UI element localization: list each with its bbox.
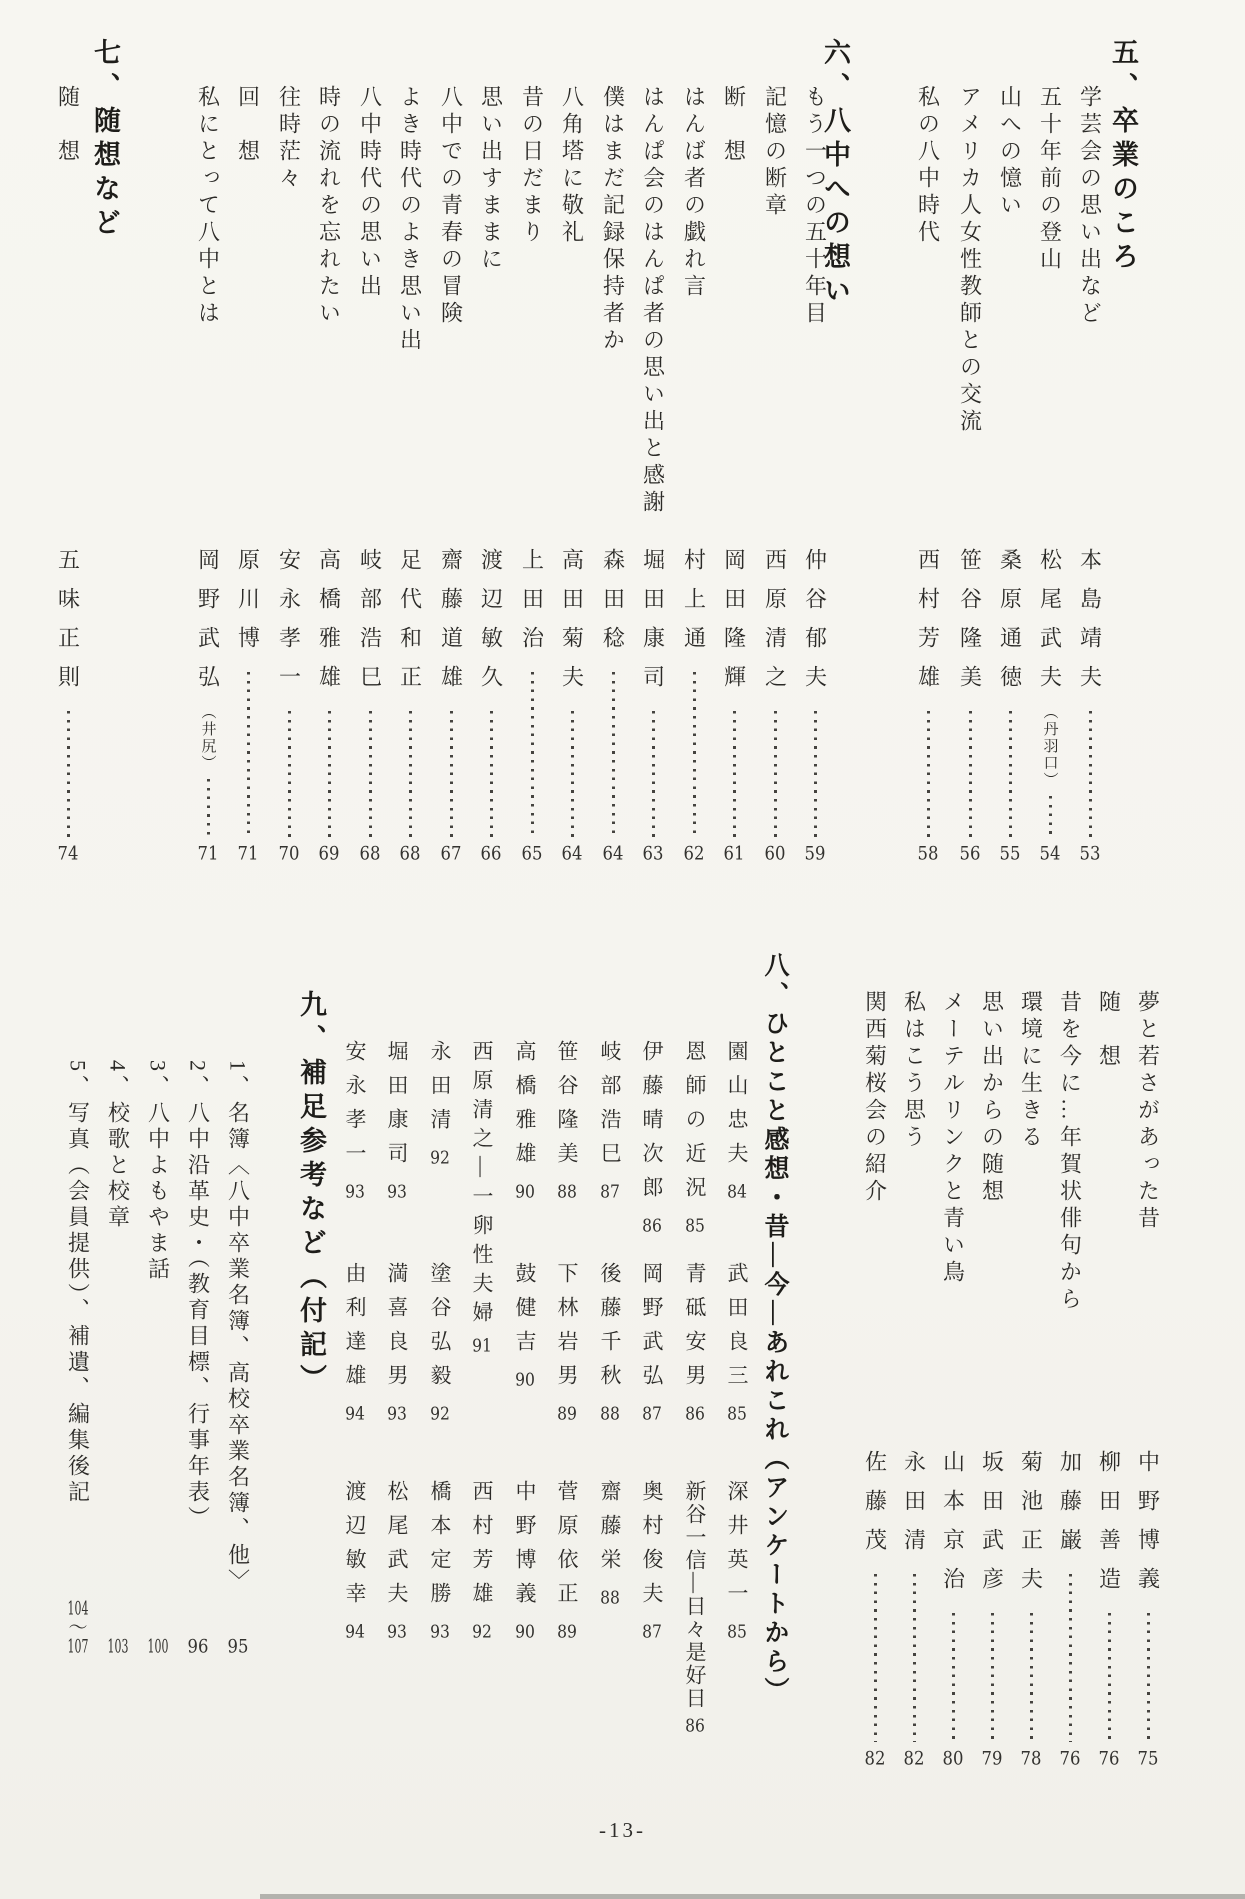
appendix-entry xyxy=(136,1060,180,1656)
toc-entry-author: 笹谷隆美 xyxy=(957,548,983,704)
survey-entry-name: 塗谷弘毅 xyxy=(428,1262,452,1398)
toc-entry xyxy=(592,85,634,863)
toc-entry-author: 中野博義 xyxy=(1135,1450,1161,1606)
toc-entry-author: 西村芳雄 xyxy=(915,548,941,704)
dotted-leader xyxy=(1049,796,1052,837)
toc-entry-author: 岐部浩巳 xyxy=(357,548,383,704)
toc-entry-page: 80 xyxy=(942,1749,964,1768)
survey-entry-name: 鼓健吉 xyxy=(513,1262,537,1364)
toc-entry-page: 76 xyxy=(1059,1749,1081,1768)
survey-entry-page: 85 xyxy=(727,1405,747,1423)
toc-entry-page: 64 xyxy=(561,844,583,863)
survey-entry-name: 新谷一信―日々是好日 xyxy=(683,1480,707,1710)
toc-entry-title: 回 想 xyxy=(235,85,261,166)
survey-entry-name: 堀田康司 xyxy=(385,1040,409,1176)
toc-entry-title: 記憶の断章 xyxy=(762,85,788,220)
dotted-leader xyxy=(247,672,250,837)
toc-entry-title: もう一つの五十年目 xyxy=(802,85,828,328)
survey-entry-page: 86 xyxy=(642,1217,662,1235)
survey-entry-page: 93 xyxy=(387,1183,407,1201)
dotted-leader xyxy=(288,711,291,837)
survey-entry-page: 87 xyxy=(600,1183,620,1201)
survey-entry-name: 高橋雅雄 xyxy=(513,1040,537,1176)
toc-entry xyxy=(893,990,935,1768)
survey-entry-page: 91 xyxy=(472,1337,492,1355)
toc-entry xyxy=(1127,990,1169,1768)
appendix-entry-page-separator: 〜 xyxy=(68,1618,88,1637)
toc-entry-page: 53 xyxy=(1079,844,1101,863)
toc-entry-title: 思い出すままに xyxy=(478,85,504,274)
survey-entry-page: 92 xyxy=(472,1623,492,1641)
toc-entry-title: 八中での青春の冒険 xyxy=(438,85,464,328)
toc-entry-title: はんば者の戯れ言 xyxy=(681,85,707,301)
toc-entry xyxy=(932,990,974,1768)
toc-entry-title: 昔の日だまり xyxy=(519,85,545,247)
toc-entry-author: 佐藤茂 xyxy=(862,1450,888,1567)
survey-entry-page: 90 xyxy=(515,1183,535,1201)
toc-entry xyxy=(268,85,310,863)
dotted-leader xyxy=(531,672,534,837)
survey-entry-page: 88 xyxy=(600,1589,620,1607)
toc-entry xyxy=(1049,990,1091,1768)
appendix-entry xyxy=(176,1060,220,1656)
toc-entry xyxy=(349,85,391,863)
toc-entry xyxy=(470,85,512,863)
toc-entry-page: 70 xyxy=(278,844,300,863)
toc-entry-author: 仲谷郁夫 xyxy=(802,548,828,704)
toc-entry-page: 75 xyxy=(1137,1749,1159,1768)
toc-entry-author-note: （井尻） xyxy=(199,704,216,772)
dotted-leader xyxy=(927,711,930,837)
toc-entry xyxy=(1010,990,1052,1768)
survey-entry xyxy=(674,1040,716,1235)
toc-entry xyxy=(971,990,1013,1768)
dotted-leader xyxy=(1089,711,1092,837)
survey-entry xyxy=(419,1480,461,1641)
appendix-entry-page-to: 107 xyxy=(67,1637,89,1656)
survey-entry-name: 奥村俊夫 xyxy=(640,1480,664,1616)
survey-entry-page: 93 xyxy=(387,1623,407,1641)
toc-entry-page: 71 xyxy=(237,844,259,863)
survey-entry-name: 下林岩男 xyxy=(555,1262,579,1398)
survey-entry-name: 菅原依正 xyxy=(555,1480,579,1616)
survey-entry xyxy=(631,1262,673,1423)
section-heading-5: 五、卒業のころ xyxy=(1108,38,1138,276)
survey-entry-page: 89 xyxy=(557,1623,577,1641)
toc-entry-author: 村上通 xyxy=(681,548,707,665)
section-heading-8: 八、ひとこと感想・昔―今―あれこれ（アンケートから） xyxy=(761,952,788,1706)
survey-entry xyxy=(631,1480,673,1641)
toc-entry-author: 森田稔 xyxy=(600,548,626,665)
toc-entry-title: 山への憶い xyxy=(997,85,1023,220)
toc-entry-page: 68 xyxy=(399,844,421,863)
toc-entry-title: 僕はまだ記録保持者か xyxy=(600,85,626,355)
survey-entry xyxy=(674,1480,716,1735)
toc-entry-author: 桑原通徳 xyxy=(997,548,1023,704)
dotted-leader xyxy=(952,1613,955,1742)
toc-entry-author: 安永孝一 xyxy=(276,548,302,704)
survey-entry xyxy=(334,1262,376,1423)
survey-entry-page: 88 xyxy=(557,1183,577,1201)
survey-entry-page: 94 xyxy=(345,1623,365,1641)
dotted-leader xyxy=(328,711,331,837)
dotted-leader xyxy=(913,1574,916,1742)
survey-entry-name: 岐部浩巳 xyxy=(598,1040,622,1176)
survey-entry-page: 89 xyxy=(557,1405,577,1423)
survey-entry-page: 93 xyxy=(345,1183,365,1201)
survey-entry xyxy=(589,1480,631,1607)
toc-entry-title: 学芸会の思い出など xyxy=(1077,85,1103,328)
toc-entry-title: 思い出からの随想 xyxy=(979,990,1005,1206)
dotted-leader xyxy=(991,1613,994,1742)
dotted-leader xyxy=(733,711,736,837)
toc-entry-page: 78 xyxy=(1020,1749,1042,1768)
toc-entry-title: 随 想 xyxy=(1096,990,1122,1071)
dotted-leader xyxy=(1147,1613,1150,1742)
survey-entry-name: 橋本定勝 xyxy=(428,1480,452,1616)
toc-entry-author: 五味正則 xyxy=(55,548,81,704)
appendix-entry xyxy=(216,1060,260,1656)
toc-entry-page: 59 xyxy=(804,844,826,863)
survey-entry xyxy=(674,1262,716,1423)
toc-entry-page: 63 xyxy=(642,844,664,863)
survey-entry xyxy=(334,1480,376,1641)
survey-entry-name: 由利達雄 xyxy=(343,1262,367,1398)
survey-entry-page: 86 xyxy=(685,1405,705,1423)
toc-entry-title: 昔を今に…年賀状俳句から xyxy=(1057,990,1083,1314)
appendix-entry-label: 4、校歌と校章 xyxy=(105,1060,131,1231)
toc-entry xyxy=(227,85,269,863)
toc-entry-author: 松尾武夫 xyxy=(1037,548,1063,704)
survey-entry-name: 松尾武夫 xyxy=(385,1480,409,1616)
toc-entry-page: 82 xyxy=(864,1749,886,1768)
survey-entry xyxy=(716,1480,758,1641)
toc-entry-page: 54 xyxy=(1039,844,1061,863)
dotted-leader xyxy=(969,711,972,837)
survey-entry-page: 90 xyxy=(515,1623,535,1641)
survey-entry xyxy=(376,1480,418,1641)
survey-entry-page: 93 xyxy=(430,1623,450,1641)
appendix-entry-label: 1、名簿〈八中卒業名簿、高校卒業名簿、他〉 xyxy=(225,1060,251,1595)
survey-entry xyxy=(589,1262,631,1423)
dotted-leader xyxy=(874,1574,877,1742)
section-heading-7: 七、随想など xyxy=(90,38,120,242)
survey-entry xyxy=(546,1262,588,1423)
appendix-entry-label: 5、写真（会員提供）、補遺、編集後記 xyxy=(65,1060,91,1506)
toc-entry-page: 60 xyxy=(764,844,786,863)
page-number: -13- xyxy=(599,1818,646,1842)
survey-entry xyxy=(546,1480,588,1641)
toc-entry-author: 加藤巌 xyxy=(1057,1450,1083,1567)
survey-entry-page: 93 xyxy=(387,1405,407,1423)
survey-entry xyxy=(461,1040,503,1355)
toc-entry-page: 55 xyxy=(999,844,1021,863)
survey-entry-name: 渡辺敏幸 xyxy=(343,1480,367,1616)
survey-entry xyxy=(376,1262,418,1423)
toc-entry-title: 八角塔に敬礼 xyxy=(559,85,585,247)
survey-entry xyxy=(504,1480,546,1641)
survey-entry-name: 恩師の近況 xyxy=(683,1040,707,1210)
survey-entry xyxy=(504,1262,546,1389)
toc-entry-title: 八中時代の思い出 xyxy=(357,85,383,301)
survey-entry-page: 94 xyxy=(345,1405,365,1423)
toc-entry-title: 随 想 xyxy=(55,85,81,166)
toc-entry-author: 本島靖夫 xyxy=(1077,548,1103,704)
toc-entry-author: 岡野武弘 xyxy=(195,548,221,704)
toc-entry-page: 74 xyxy=(57,844,79,863)
toc-entry-author: 高橋雅雄 xyxy=(316,548,342,704)
toc-entry-title: 時の流れを忘れたい xyxy=(316,85,342,328)
toc-entry-author: 坂田武彦 xyxy=(979,1450,1005,1606)
toc-entry xyxy=(430,85,472,863)
appendix-entry-page: 95 xyxy=(227,1637,249,1656)
dotted-leader xyxy=(207,779,210,837)
toc-entry-author: 永田清 xyxy=(901,1450,927,1567)
survey-entry-name: 西村芳雄 xyxy=(470,1480,494,1616)
section-heading-9: 九、補足参考など（付記） xyxy=(296,990,326,1398)
toc-entry xyxy=(47,85,89,863)
survey-entry-page: 90 xyxy=(515,1371,535,1389)
toc-entry-author: 齋藤道雄 xyxy=(438,548,464,704)
toc-entry-page: 67 xyxy=(440,844,462,863)
survey-entry xyxy=(376,1040,418,1201)
toc-entry xyxy=(551,85,593,863)
toc-entry-title: 環境に生きる xyxy=(1018,990,1044,1152)
dotted-leader xyxy=(774,711,777,837)
appendix-entry xyxy=(96,1060,140,1656)
survey-entry-page: 87 xyxy=(642,1623,662,1641)
dotted-leader xyxy=(571,711,574,837)
toc-entry xyxy=(1088,990,1130,1768)
section-heading-6: 六、八中への想い xyxy=(820,38,850,310)
toc-entry xyxy=(1069,85,1111,863)
toc-entry-author: 渡辺敏久 xyxy=(478,548,504,704)
survey-entry xyxy=(716,1262,758,1423)
toc-entry-title: よき時代のよき思い出 xyxy=(397,85,423,355)
toc-entry-title: 私の八中時代 xyxy=(915,85,941,247)
survey-entry-name: 後藤千秋 xyxy=(598,1262,622,1398)
survey-entry-page: 87 xyxy=(642,1405,662,1423)
toc-entry-page: 66 xyxy=(480,844,502,863)
appendix-entry-page-from: 104 xyxy=(67,1599,89,1618)
survey-entry xyxy=(461,1480,503,1641)
toc-entry xyxy=(1029,85,1071,863)
toc-entry-author: 菊池正夫 xyxy=(1018,1450,1044,1606)
toc-entry-title: アメリカ人女性教師との交流 xyxy=(957,85,983,436)
toc-entry-author: 西原清之 xyxy=(762,548,788,704)
toc-entry-page: 62 xyxy=(683,844,705,863)
survey-entry-page: 84 xyxy=(727,1183,747,1201)
toc-entry-title: メーテルリンクと青い鳥 xyxy=(940,990,966,1287)
survey-entry xyxy=(631,1040,673,1235)
survey-entry-page: 92 xyxy=(430,1149,450,1167)
survey-entry-name: 西原清之―一卵性夫婦 xyxy=(470,1040,494,1330)
appendix-entry-page: 103 xyxy=(107,1637,129,1656)
toc-entry xyxy=(854,990,896,1768)
dotted-leader xyxy=(693,672,696,837)
dotted-leader xyxy=(1009,711,1012,837)
survey-entry-page: 88 xyxy=(600,1405,620,1423)
survey-entry-name: 岡野武弘 xyxy=(640,1262,664,1398)
toc-entry xyxy=(794,85,836,863)
toc-entry-title: 夢と若さがあった昔 xyxy=(1135,990,1161,1233)
dotted-leader xyxy=(369,711,372,837)
toc-entry xyxy=(949,85,991,863)
dotted-leader xyxy=(1069,1574,1072,1742)
toc-entry xyxy=(389,85,431,863)
survey-entry-page: 85 xyxy=(727,1623,747,1641)
toc-entry-author: 岡田隆輝 xyxy=(721,548,747,704)
survey-entry-name: 中野博義 xyxy=(513,1480,537,1616)
appendix-entry xyxy=(56,1060,100,1656)
dotted-leader xyxy=(612,672,615,837)
appendix-entry-label: 2、八中沿革史・（教育目標、行事年表） xyxy=(185,1060,211,1532)
toc-entry-page: 82 xyxy=(903,1749,925,1768)
appendix-entry-page: 96 xyxy=(187,1637,209,1656)
toc-entry-page: 61 xyxy=(723,844,745,863)
survey-entry-name: 安永孝一 xyxy=(343,1040,367,1176)
dotted-leader xyxy=(409,711,412,837)
dotted-leader xyxy=(490,711,493,837)
toc-entry-author-note: （丹羽口） xyxy=(1041,704,1058,789)
survey-entry-page: 86 xyxy=(685,1717,705,1735)
toc-entry xyxy=(907,85,949,863)
dotted-leader xyxy=(814,711,817,837)
toc-entry-title: 往時茫々 xyxy=(276,85,302,193)
toc-entry-author: 柳田善造 xyxy=(1096,1450,1122,1606)
toc-entry-page: 71 xyxy=(197,844,219,863)
toc-entry-author: 上田治 xyxy=(519,548,545,665)
toc-entry-page: 65 xyxy=(521,844,543,863)
survey-entry-name: 伊藤晴次郎 xyxy=(640,1040,664,1210)
survey-entry xyxy=(589,1040,631,1201)
survey-entry-name: 笹谷隆美 xyxy=(555,1040,579,1176)
toc-entry xyxy=(989,85,1031,863)
toc-entry-author: 堀田康司 xyxy=(640,548,666,704)
toc-entry xyxy=(308,85,350,863)
survey-entry xyxy=(419,1262,461,1423)
survey-entry-name: 園山忠夫 xyxy=(725,1040,749,1176)
dotted-leader xyxy=(450,711,453,837)
toc-entry-page: 68 xyxy=(359,844,381,863)
survey-entry xyxy=(419,1040,461,1167)
toc-entry-page: 64 xyxy=(602,844,624,863)
toc-entry-title: はんぱ会のはんぱ者の思い出と感謝 xyxy=(640,85,666,517)
toc-entry-title: 関西菊桜会の紹介 xyxy=(862,990,888,1206)
survey-entry xyxy=(546,1040,588,1201)
toc-entry xyxy=(511,85,553,863)
toc-entry xyxy=(187,85,229,863)
toc-entry-title: 五十年前の登山 xyxy=(1037,85,1063,274)
survey-entry-page: 85 xyxy=(685,1217,705,1235)
survey-entry xyxy=(504,1040,546,1201)
survey-entry-name: 深井英一 xyxy=(725,1480,749,1616)
survey-entry-name: 青砥安男 xyxy=(683,1262,707,1398)
appendix-entry-label: 3、八中よもやま話 xyxy=(145,1060,171,1283)
toc-entry xyxy=(754,85,796,863)
survey-entry-name: 永田清 xyxy=(428,1040,452,1142)
survey-entry xyxy=(716,1040,758,1201)
toc-entry-author: 山本京治 xyxy=(940,1450,966,1606)
survey-entry-name: 齋藤栄 xyxy=(598,1480,622,1582)
toc-entry xyxy=(673,85,715,863)
toc-entry-title: 断 想 xyxy=(721,85,747,166)
toc-entry xyxy=(632,85,674,863)
toc-entry-page: 69 xyxy=(318,844,340,863)
toc-entry-author: 原川博 xyxy=(235,548,261,665)
dotted-leader xyxy=(67,711,70,837)
survey-entry-name: 武田良三 xyxy=(725,1262,749,1398)
toc-entry-author: 足代和正 xyxy=(397,548,423,704)
dotted-leader xyxy=(1030,1613,1033,1742)
appendix-entry-page: 100 xyxy=(147,1637,169,1656)
toc-entry-page: 56 xyxy=(959,844,981,863)
toc-entry-title: 私にとって八中とは xyxy=(195,85,221,328)
survey-entry-name: 満喜良男 xyxy=(385,1262,409,1398)
toc-entry-title: 私はこう思う xyxy=(901,990,927,1152)
toc-entry-page: 58 xyxy=(917,844,939,863)
dotted-leader xyxy=(652,711,655,837)
toc-entry xyxy=(713,85,755,863)
toc-entry-page: 76 xyxy=(1098,1749,1120,1768)
toc-entry-page: 79 xyxy=(981,1749,1003,1768)
toc-entry-author: 高田菊夫 xyxy=(559,548,585,704)
dotted-leader xyxy=(1108,1613,1111,1742)
scan-edge-artifact xyxy=(260,1894,1245,1899)
survey-entry-page: 92 xyxy=(430,1405,450,1423)
survey-entry xyxy=(334,1040,376,1201)
